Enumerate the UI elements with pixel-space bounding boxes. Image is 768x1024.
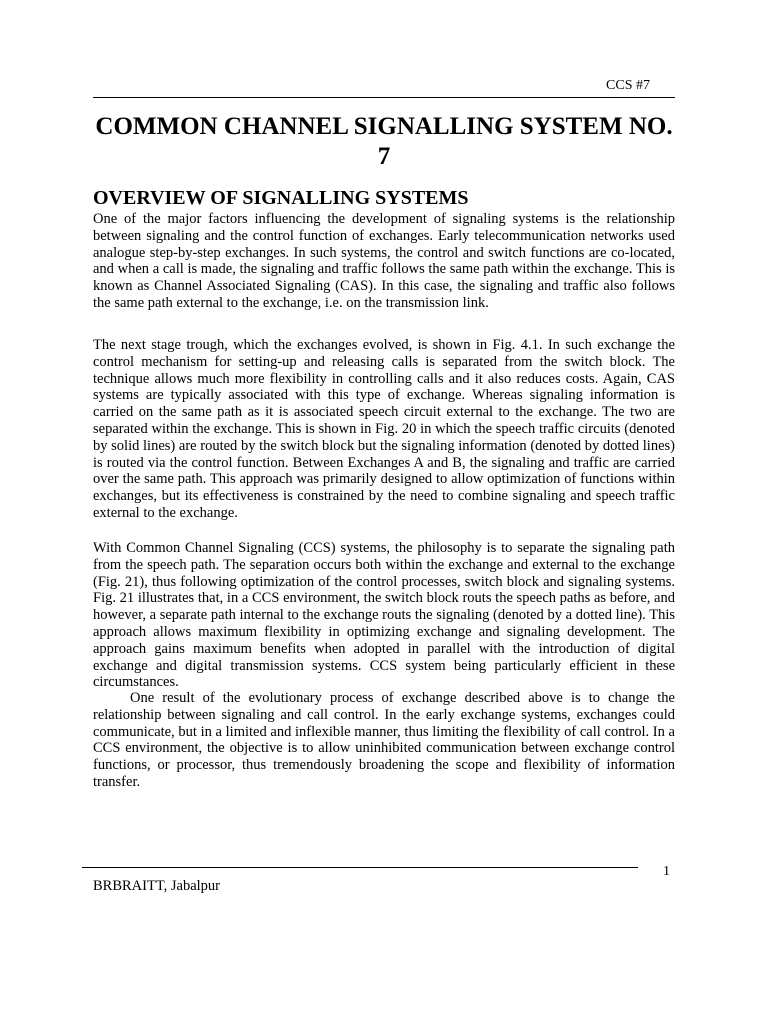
header-rule	[93, 97, 675, 98]
paragraph-1: One of the major factors influencing the development of signaling systems is the relationship between signaling and the control function of exchanges. Early telecommunication networks used analogue step-by-step exchanges. In such systems, the control and switch functions are co-located, and when a call is made, the signaling and traffic follows the same path within the exchange. This is known as Channel Associated Signaling (CAS). In this case, the signaling and traffic also follows the same path external to the exchange, i.e. on the transmission link.	[93, 211, 675, 311]
footer-rule	[82, 867, 638, 868]
header-label: CCS #7	[606, 78, 650, 93]
document-title: COMMON CHANNEL SIGNALLING SYSTEM NO. 7	[95, 113, 673, 170]
paragraph-2: The next stage trough, which the exchanges evolved, is shown in Fig. 4.1. In such exchange the control mechanism for setting-up and releasing calls is separated from the switch block. The technique allows much more flexibility in controlling calls and it also reduces costs. Again, CAS systems are typically associated with this type of exchange. Whereas signaling information is carried on the same path as it is associated speech circuit external to the exchange. The two are separated within the exchange. This is shown in Fig. 20 in which the speech traffic circuits (denoted by solid lines) are routed by the switch block but the signaling information (denoted by dotted lines) is routed via the control function. Between Exchanges A and B, the signaling and traffic are carried over the same path. This approach was primarily designed to allow optimization of functions within exchanges, but its effectiveness is constrained by the need to combine signaling and speech traffic external to the exchange.	[93, 337, 675, 521]
footer-organization: BRBRAITT, Jabalpur	[93, 878, 220, 894]
page-number: 1	[663, 864, 670, 879]
paragraph-4: One result of the evolutionary process of exchange described above is to change the relationship between signaling and call control. In the early exchange systems, exchanges could communicate, but in a limited and inflexible manner, thus limiting the flexibility of call control. In a CCS environment, the objective is to allow uninhibited communication between exchange control functions, or processor, thus tremendously broadening the scope and flexibility of information transfer.	[93, 690, 675, 790]
paragraph-3: With Common Channel Signaling (CCS) systems, the philosophy is to separate the signaling path from the speech path. The separation occurs both within the exchange and external to the exchange (Fig. 21), thus following optimization of the control processes, switch block and signaling systems. Fig. 21 illustrates that, in a CCS environment, the switch block routs the speech paths as before, and however, a separate path internal to the exchange routs the signaling (denoted by a dotted line). This approach allows maximum flexibility in optimizing exchange and signaling development. The approach gains maximum benefits when adopted in parallel with the introduction of digital exchange and digital transmission systems. CCS system being particularly efficient in these circumstances.	[93, 540, 675, 691]
section-heading: OVERVIEW OF SIGNALLING SYSTEMS	[93, 187, 469, 209]
